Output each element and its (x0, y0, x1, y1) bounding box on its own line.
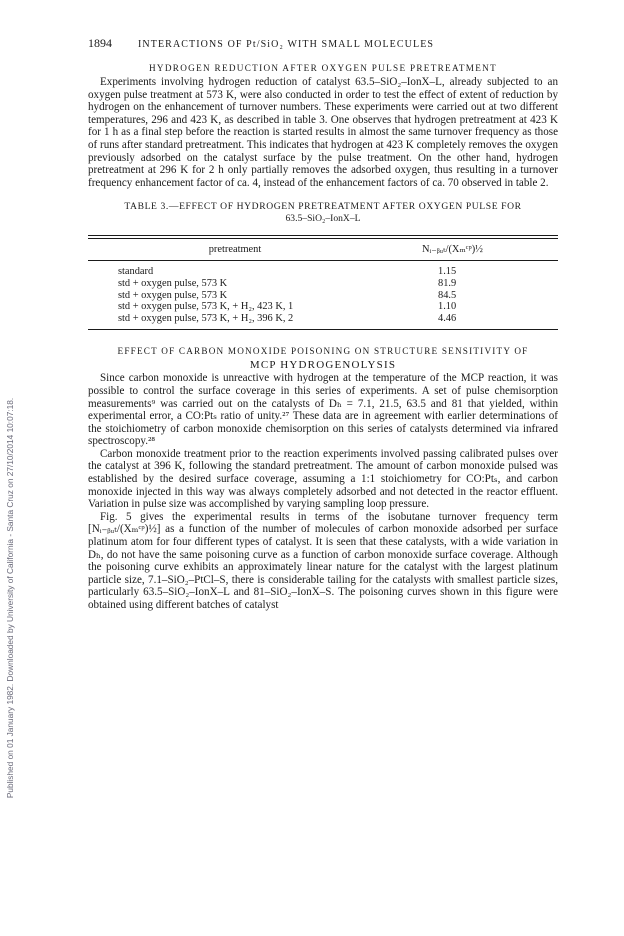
table-cell: std + oxygen pulse, 573 K (118, 289, 228, 301)
section-heading-hydrogen-reduction: HYDROGEN REDUCTION AFTER OXYGEN PULSE PRETREATMENT (148, 63, 498, 73)
column-header-turnover: Nᵢ₋ᵦᵤₜ/(Xₘᶜᵖ)½ (382, 239, 558, 261)
table-3 (88, 235, 558, 330)
section-heading-line1: EFFECT OF CARBON MONOXIDE POISONING ON STRUCTURE SENSITIVITY OF (117, 346, 529, 357)
table-caption-line1: TABLE 3.—EFFECT OF HYDROGEN PRETREATMENT AFTER OXYGEN PULSE FOR (124, 201, 522, 213)
section-heading-co-poisoning (88, 344, 558, 372)
table-row (88, 278, 558, 290)
running-title: INTERACTIONS OF Pt/SiO₂ WITH SMALL MOLECULES (138, 39, 435, 50)
table-row (88, 261, 558, 278)
table-row (88, 290, 558, 302)
table-caption (88, 201, 558, 225)
table-header-row (88, 239, 558, 261)
table-cell: std + oxygen pulse, 573 K, + H₂, 423 K, 1 (118, 301, 294, 313)
page-number: 1894 (88, 36, 112, 50)
table-cell: std + oxygen pulse, 573 K (118, 277, 228, 289)
paragraph-co-treatment: Carbon monoxide treatment prior to the reaction experiments involved passing calibrated pulses over the catalyst at 396 K, following the standard pretreatment. The amount of carbon monoxide pulsed was established by the desired surface coverage, assuming a 1:1 stoichiometry for CO:Ptₛ, and carbon monoxide injected in this way was always completely adsorbed and not detected in the reactor effluent. Variation in pulse size was accomplished by varying sampling loop pressure. (88, 447, 558, 511)
paragraph-co-stoichiometry: Since carbon monoxide is unreactive with hydrogen at the temperature of the MCP reaction, it was possible to control the surface coverage in this series of experiments. A set of pulse chemisorption measurements⁹ was carried out on the catalysts of Dₕ = 7.1, 21.5, 63.5 and 81 that yielded, within experimental error, a CO:Ptₛ ratio of unity.²⁷ These data are in agreement with earlier determinations of the stoichiometry of carbon monoxide chemisorption on this series of catalysts determined via infrared spectroscopy.²⁸ (88, 372, 558, 448)
table-cell: 81.9 (438, 277, 457, 289)
download-notice-text: Published on 01 January 1982. Downloaded by University of California - Santa Cruz on 27/10/2014 10:07:18. (5, 397, 15, 799)
paragraph-fig5-results: Fig. 5 gives the experimental results in terms of the isobutane turnover frequency term [Nᵢ₋ᵦᵤₜ/(Xₘᶜᵖ)½] as a function of the number of molecules of carbon monoxide adsorbed per surface platinum atom for four different types of catalyst. It is seen that these catalysts, with a wide variation in Dₕ, do not have the same poisoning curve as a function of carbon monoxide surface coverage. Although the poisoning curve exhibits an approximately linear nature for the catalyst with the largest platinum particle size, 7.1–SiO₂–PtCl–S, there is considerable tailing for the catalysts with smallest particle sizes, particularly 63.5–SiO₂–IonX–L and 81–SiO₂–IonX–S. The poisoning curves shown in this figure were obtained using different batches of catalyst (88, 510, 558, 611)
table-cell: 1.15 (438, 266, 457, 278)
table-cell: 1.10 (438, 301, 457, 313)
table-row (88, 301, 558, 313)
table-row (88, 313, 558, 330)
table-cell: standard (118, 266, 154, 278)
page-content (88, 36, 558, 612)
table-caption-line2: 63.5–SiO₂–IonX–L (285, 213, 361, 225)
download-notice (3, 318, 17, 878)
section-heading-line2: MCP HYDROGENOLYSIS (249, 359, 397, 372)
table-cell: 84.5 (438, 289, 457, 301)
running-head (88, 36, 558, 51)
table-cell: std + oxygen pulse, 573 K, + H₂, 396 K, 2 (88, 313, 382, 330)
paragraph-hydrogen-reduction: Experiments involving hydrogen reduction of catalyst 63.5–SiO₂–IonX–L, already subjected to an oxygen pulse treatment at 573 K, were also conducted in order to test the effect of extent of reduction by hydrogen on the enhancement of turnover numbers. These experiments were carried out at two different temperatures, 296 and 423 K, as described in table 3. One observes that hydrogen pretreatment at 423 K for 1 h as a final step before the reaction is started results in almost the same turnover frequency as those of runs after standard pretreatment. This indicates that hydrogen at 423 K completely removes the oxygen previously adsorbed on the catalyst surface by the pulse treatment. On the other hand, hydrogen pretreatment at 296 K for 2 h only partially removes the adsorbed oxygen, thus resulting in a turnover frequency enhancement factor of ca. 4, instead of the enhancement factors of ca. 70 observed in table 2. (88, 76, 558, 189)
table-cell: 4.46 (382, 313, 558, 330)
column-header-pretreatment: pretreatment (88, 239, 382, 261)
